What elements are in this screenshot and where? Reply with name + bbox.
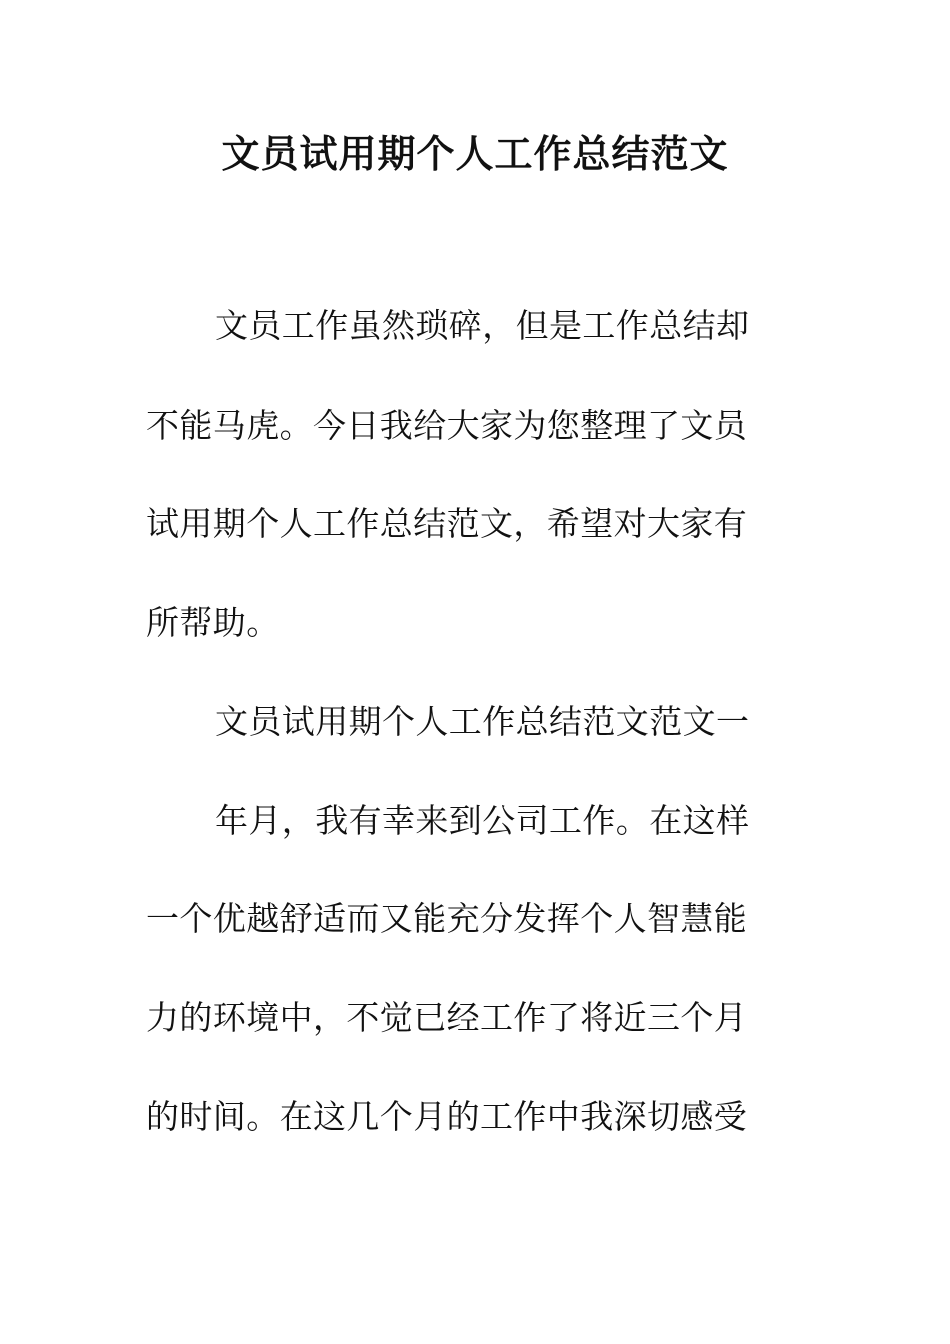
paragraph-line: 年月，我有幸来到公司工作。在这样 <box>215 801 750 840</box>
section-heading-line: 文员试用期个人工作总结范文范文一 <box>215 702 750 741</box>
page-title: 文员试用期个人工作总结范文 <box>221 131 729 176</box>
paragraph-line: 试用期个人工作总结范文，希望对大家有 <box>146 504 748 543</box>
paragraph-line: 力的环境中，不觉已经工作了将近三个月 <box>146 998 748 1037</box>
paragraph-line: 所帮助。 <box>146 603 280 642</box>
paragraph-line: 的时间。在这几个月的工作中我深切感受 <box>146 1097 748 1136</box>
paragraph-line: 不能马虎。今日我给大家为您整理了文员 <box>146 406 748 445</box>
paragraph-line: 文员工作虽然琐碎，但是工作总结却 <box>215 306 750 345</box>
paragraph-line: 一个优越舒适而又能充分发挥个人智慧能 <box>146 899 748 938</box>
